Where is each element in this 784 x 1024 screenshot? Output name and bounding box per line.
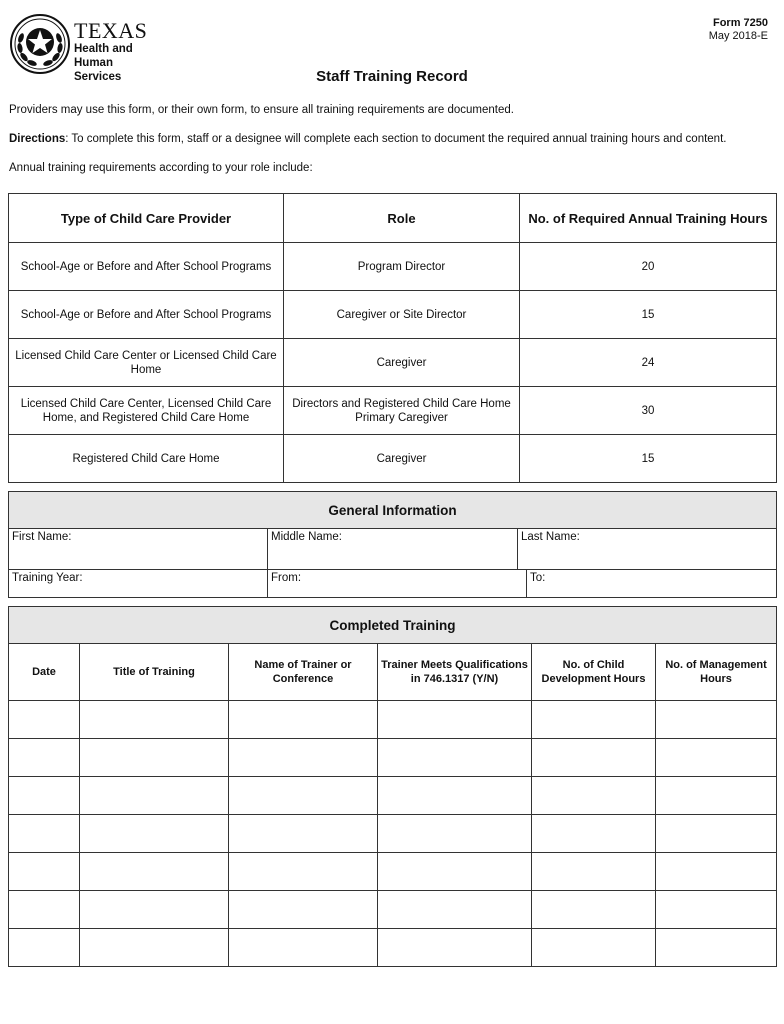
child-development-hours-cell[interactable] (532, 929, 656, 967)
form-date: May 2018-E (708, 30, 768, 42)
column-header: No. of Required Annual Training Hours (520, 194, 777, 243)
role: Caregiver (284, 339, 520, 387)
intro-text: Providers may use this form, or their own form, to ensure all training requirements are documented. (9, 104, 514, 116)
to-field[interactable]: To: (527, 570, 777, 598)
required-hours: 24 (520, 339, 777, 387)
trainer-cell[interactable] (229, 929, 378, 967)
requirements-intro: Annual training requirements according to your role include: (9, 162, 313, 174)
table-row (9, 291, 777, 339)
form-number: Form 7250 (712, 17, 768, 29)
training-year-field[interactable]: Training Year: (9, 570, 268, 598)
qualifications-cell[interactable] (378, 739, 532, 777)
title-cell[interactable] (80, 853, 229, 891)
date-cell[interactable] (9, 777, 80, 815)
column-header: No. of Management Hours (656, 644, 777, 701)
training-entry-row (9, 701, 777, 739)
management-hours-cell[interactable] (656, 777, 777, 815)
requirements-table (8, 193, 777, 483)
first-name-field[interactable]: First Name: (9, 529, 268, 570)
trainer-cell[interactable] (229, 739, 378, 777)
table-row (9, 243, 777, 291)
column-header: Trainer Meets Qualifications in 746.1317 (Y/N) (378, 644, 532, 701)
management-hours-cell[interactable] (656, 929, 777, 967)
completed-training-table (8, 606, 777, 967)
required-hours: 15 (520, 435, 777, 483)
qualifications-cell[interactable] (378, 853, 532, 891)
title-cell[interactable] (80, 777, 229, 815)
role: Caregiver or Site Director (284, 291, 520, 339)
column-header: Date (9, 644, 80, 701)
from-field[interactable]: From: (268, 570, 527, 598)
qualifications-cell[interactable] (378, 777, 532, 815)
role: Program Director (284, 243, 520, 291)
title-cell[interactable] (80, 701, 229, 739)
child-development-hours-cell[interactable] (532, 891, 656, 929)
qualifications-cell[interactable] (378, 929, 532, 967)
required-hours: 15 (520, 291, 777, 339)
training-entry-row (9, 853, 777, 891)
trainer-cell[interactable] (229, 777, 378, 815)
table-row (9, 339, 777, 387)
date-cell[interactable] (9, 853, 80, 891)
management-hours-cell[interactable] (656, 815, 777, 853)
child-development-hours-cell[interactable] (532, 701, 656, 739)
trainer-cell[interactable] (229, 701, 378, 739)
provider-type: Licensed Child Care Center, Licensed Child Care Home, and Registered Child Care Home (9, 387, 284, 435)
logo-line2: Health and Human (74, 43, 133, 69)
last-name-field[interactable]: Last Name: (518, 529, 777, 570)
child-development-hours-cell[interactable] (532, 777, 656, 815)
logo-line3: Services (74, 71, 122, 83)
child-development-hours-cell[interactable] (532, 853, 656, 891)
training-entry-row (9, 815, 777, 853)
column-header: Type of Child Care Provider (9, 194, 284, 243)
directions-text (9, 133, 726, 145)
qualifications-cell[interactable] (378, 815, 532, 853)
page-title: Staff Training Record (316, 68, 468, 85)
title-cell[interactable] (80, 891, 229, 929)
title-cell[interactable] (80, 815, 229, 853)
table-row (9, 387, 777, 435)
role: Directors and Registered Child Care Home Primary Caregiver (284, 387, 520, 435)
column-header: Name of Trainer or Conference (229, 644, 378, 701)
general-information-table (8, 491, 777, 598)
management-hours-cell[interactable] (656, 891, 777, 929)
texas-hhs-logo (10, 14, 170, 83)
child-development-hours-cell[interactable] (532, 739, 656, 777)
provider-type: School-Age or Before and After School Programs (9, 243, 284, 291)
management-hours-cell[interactable] (656, 701, 777, 739)
required-hours: 20 (520, 243, 777, 291)
qualifications-cell[interactable] (378, 891, 532, 929)
provider-type: School-Age or Before and After School Programs (9, 291, 284, 339)
date-cell[interactable] (9, 891, 80, 929)
provider-type: Registered Child Care Home (9, 435, 284, 483)
date-cell[interactable] (9, 739, 80, 777)
required-hours: 30 (520, 387, 777, 435)
training-column-headers (9, 644, 777, 701)
column-header: Role (284, 194, 520, 243)
management-hours-cell[interactable] (656, 739, 777, 777)
trainer-cell[interactable] (229, 853, 378, 891)
training-entry-row (9, 777, 777, 815)
logo-texas-text: TEXAS (74, 18, 148, 43)
date-cell[interactable] (9, 701, 80, 739)
training-entry-row (9, 929, 777, 967)
general-information-header: General Information (9, 492, 777, 529)
management-hours-cell[interactable] (656, 853, 777, 891)
column-header: No. of Child Development Hours (532, 644, 656, 701)
role: Caregiver (284, 435, 520, 483)
training-entry-row (9, 891, 777, 929)
qualifications-cell[interactable] (378, 701, 532, 739)
column-header: Title of Training (80, 644, 229, 701)
provider-type: Licensed Child Care Center or Licensed Child Care Home (9, 339, 284, 387)
table-header-row (9, 194, 777, 243)
table-row (9, 435, 777, 483)
date-cell[interactable] (9, 929, 80, 967)
texas-seal-icon (10, 14, 70, 74)
date-cell[interactable] (9, 815, 80, 853)
form-identifier (709, 17, 768, 43)
trainer-cell[interactable] (229, 891, 378, 929)
training-entry-row (9, 739, 777, 777)
directions-body: : To complete this form, staff or a designee will complete each section to document the required annual training hours and content. (65, 133, 727, 145)
child-development-hours-cell[interactable] (532, 815, 656, 853)
completed-training-header: Completed Training (9, 607, 777, 644)
middle-name-field[interactable]: Middle Name: (268, 529, 518, 570)
title-cell[interactable] (80, 929, 229, 967)
title-cell[interactable] (80, 739, 229, 777)
directions-label: Directions (9, 133, 66, 145)
trainer-cell[interactable] (229, 815, 378, 853)
